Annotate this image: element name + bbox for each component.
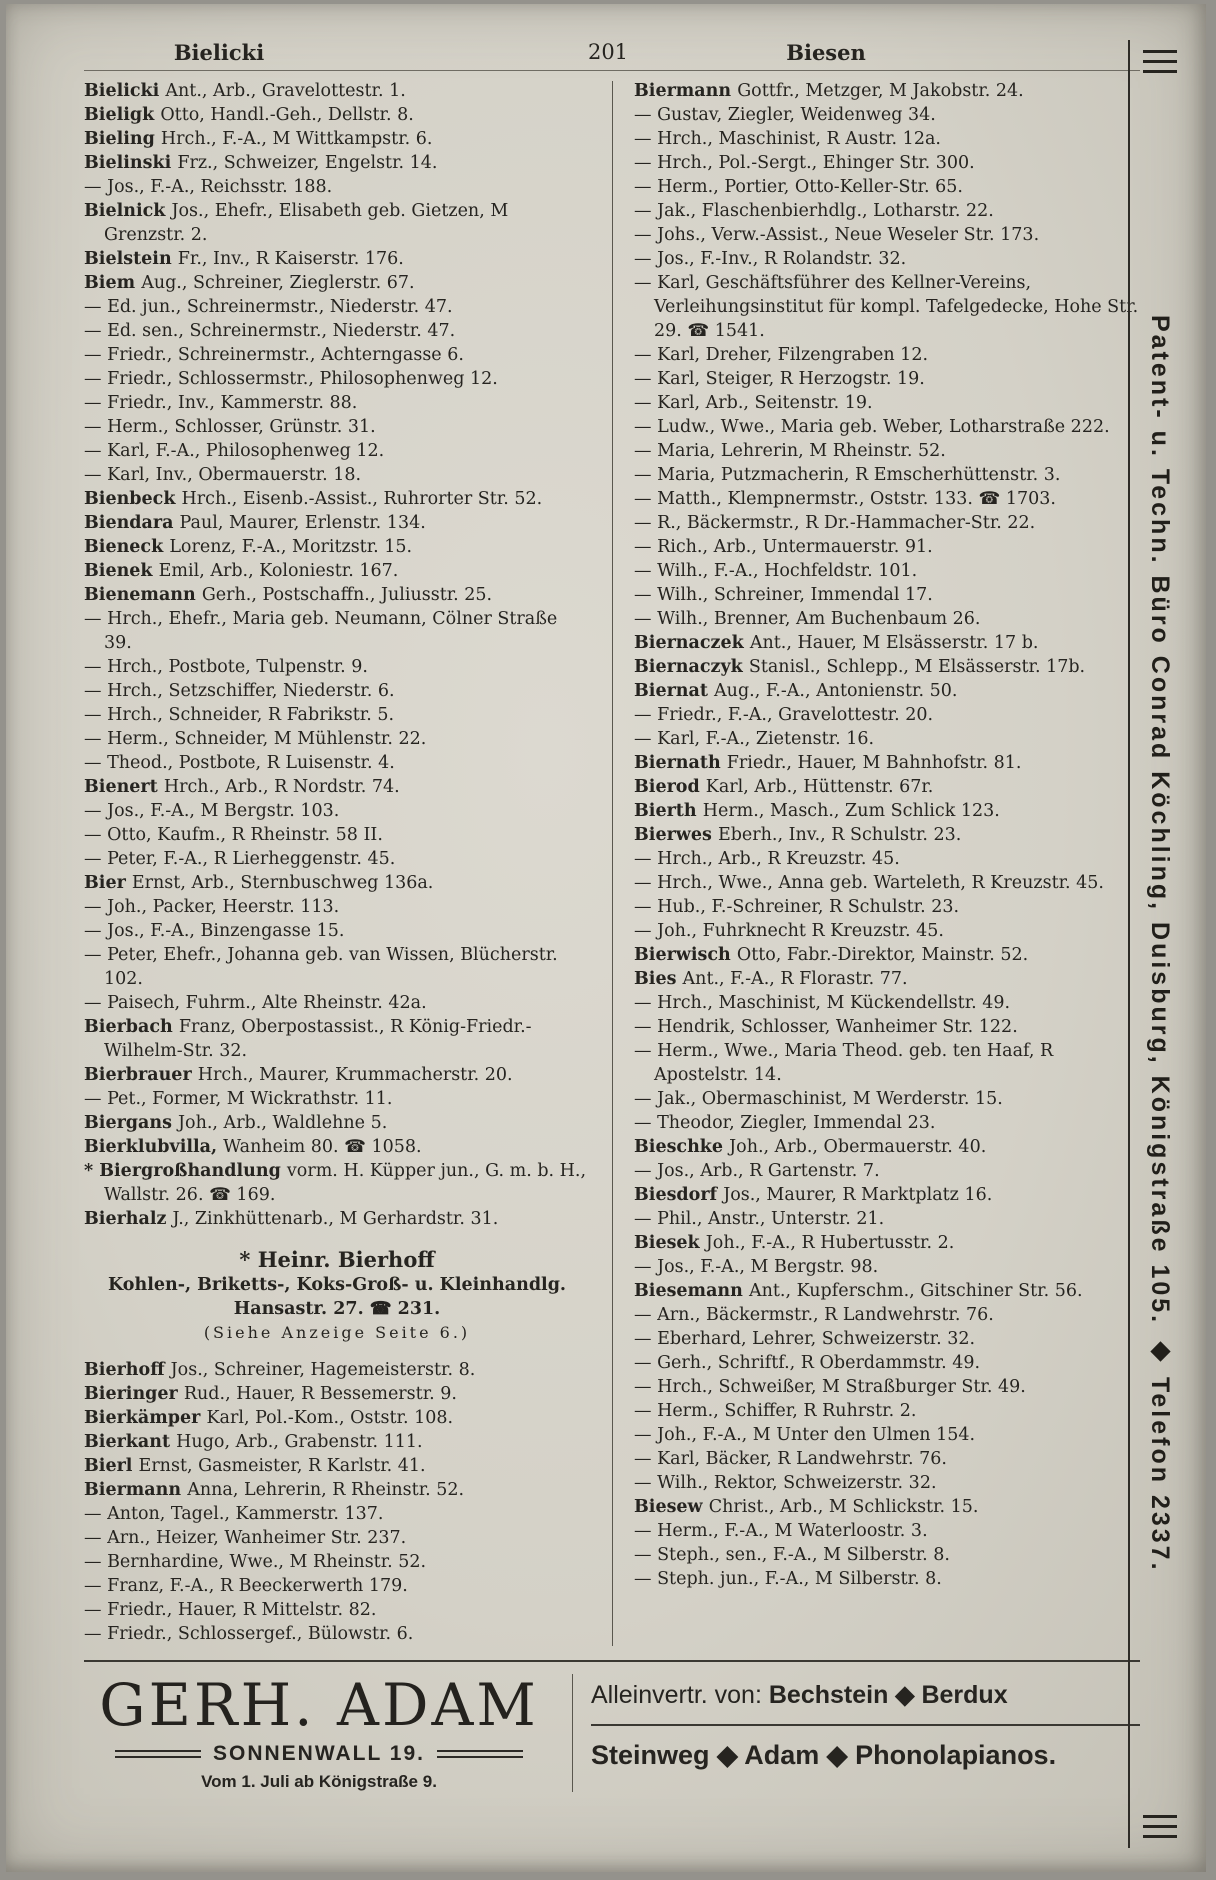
directory-entry: Bierklubvilla, Wanheim 80. ☎ 1058. [84,1137,422,1157]
double-rule-right [437,1750,523,1758]
double-rule-left [115,1750,201,1758]
directory-entry: — Herm., Portier, Otto-Keller-Str. 65. [634,177,963,197]
footer-ad-note: Vom 1. Juli ab Königstraße 9. [201,1772,437,1791]
directory-entry: Bienemann Gerh., Postschaffn., Juliusstr. 25. [84,585,493,605]
directory-entry: — Jos., F.-A., Reichsstr. 188. [84,177,333,197]
sidebar-top-rules [1143,50,1177,73]
directory-entry: Biermann Anna, Lehrerin, R Rheinstr. 52. [84,1480,465,1500]
directory-entry: — Gerh., Schriftf., R Oberdammstr. 49. [634,1353,981,1373]
directory-entry: — Rich., Arb., Untermauerstr. 91. [634,537,933,557]
directory-entry: — Hrch., Maschinist, M Kückendellstr. 49. [634,993,1011,1013]
entry-surname: Bieschke [634,1137,730,1157]
directory-column-left [84,79,590,1646]
directory-entry: — Theod., Postbote, R Luisenstr. 4. [84,753,395,773]
margin-ad-sidebar [1128,40,1190,1848]
directory-entry: — Jak., Obermaschinist, M Werderstr. 15. [634,1089,1003,1109]
directory-entry: — Joh., F.-A., M Unter den Ulmen 154. [634,1425,976,1445]
entry-surname: Biergans [84,1113,179,1133]
footer-ad-address-row [84,1742,554,1766]
directory-entry: Biesew Christ., Arb., M Schlickstr. 15. [634,1497,979,1517]
entry-surname: Biesemann [634,1281,749,1301]
running-head-last-entry: Biesen [786,40,866,65]
entry-surname: Bielinski [84,153,178,173]
directory-entry: Biernat Aug., F.-A., Antonienstr. 50. [634,681,958,701]
directory-entry: — Hrch., Pol.-Sergt., Ehinger Str. 300. [634,153,975,173]
directory-entry: Bieschke Joh., Arb., Obermauerstr. 40. [634,1137,987,1157]
page-number: 201 [587,40,629,64]
footer-ad-products: Steinweg ◆ Adam ◆ Phonolapianos. [591,1740,1057,1770]
inline-ad-bierhoff [84,1247,590,1344]
entry-surname: Bierwisch [634,945,737,965]
entry-surname: Bieligk [84,105,161,125]
directory-entry: — Ed. jun., Schreinermstr., Niederstr. 47. [84,297,453,317]
directory-entry: — Karl, F.-A., Philosophenweg 12. [84,441,385,461]
entry-surname: Biermann [84,1480,188,1500]
directory-columns [84,79,1140,1646]
directory-entry: — Steph. jun., F.-A., M Silberstr. 8. [634,1569,942,1589]
entry-surname: Bielnick [84,201,172,221]
directory-entry: — Joh., Packer, Heerstr. 113. [84,897,340,917]
entry-list-left-bottom [84,1358,590,1646]
directory-entry: — Otto, Kaufm., R Rheinstr. 58 II. [84,825,383,845]
directory-entry: — Arn., Heizer, Wanheimer Str. 237. [84,1528,407,1548]
directory-entry: Bierwisch Otto, Fabr.-Direktor, Mainstr. 52. [634,945,1029,965]
directory-entry: Bierl Ernst, Gasmeister, R Karlstr. 41. [84,1456,426,1476]
directory-entry: Biernath Friedr., Hauer, M Bahnhofstr. 81. [634,753,1022,773]
directory-entry: Bienek Emil, Arb., Koloniestr. 167. [84,561,399,581]
directory-entry: — Jos., F.-Inv., R Rolandstr. 32. [634,249,907,269]
directory-entry: — Steph., sen., F.-A., M Silberstr. 8. [634,1545,950,1565]
directory-entry: — Theodor, Ziegler, Immendal 23. [634,1113,936,1133]
directory-entry: — Hrch., Setzschiffer, Niederstr. 6. [84,681,395,701]
directory-entry: — Joh., Fuhrknecht R Kreuzstr. 45. [634,921,944,941]
directory-entry: — Friedr., Schreinermstr., Achterngasse 6. [84,345,464,365]
directory-entry: — Franz, F.-A., R Beeckerwerth 179. [84,1576,408,1596]
entry-surname: Bieling [84,129,161,149]
directory-entry: — Wilh., Schreiner, Immendal 17. [634,585,933,605]
footer-ad-left [84,1671,554,1792]
entry-surname: Bieneck [84,537,170,557]
footer-ad-divider-rule [572,1674,573,1792]
directory-entry: — Hrch., Maschinist, R Austr. 12a. [634,129,941,149]
entry-surname: Biernath [634,753,727,773]
entry-surname: Biermann [634,81,738,101]
entry-surname: Bienbeck [84,489,182,509]
directory-entry: — Johs., Verw.-Assist., Neue Weseler Str. 173. [634,225,1040,245]
directory-entry: — Karl, F.-A., Zietenstr. 16. [634,729,875,749]
directory-entry: Bielnick Jos., Ehefr., Elisabeth geb. Gietzen, M Grenzstr. 2. [84,201,509,245]
entry-surname: Biernaczek [634,633,750,653]
entry-surname: Biernat [634,681,715,701]
directory-entry: — Herm., Schiffer, R Ruhrstr. 2. [634,1401,917,1421]
running-head [84,40,1140,71]
directory-entry: — Jos., F.-A., M Bergstr. 103. [84,801,340,821]
directory-entry: — Peter, F.-A., R Lierheggenstr. 45. [84,849,396,869]
entry-surname: Bierod [634,777,706,797]
directory-entry: — Arn., Bäckermstr., R Landwehrstr. 76. [634,1305,994,1325]
directory-entry: Bierkant Hugo, Arb., Grabenstr. 111. [84,1432,423,1452]
directory-entry: — Karl, Bäcker, R Landwehrstr. 76. [634,1449,947,1469]
inline-ad-description: Kohlen-, Briketts-, Koks-Groß- u. Kleinhandlg. [107,1275,567,1295]
footer-ad-dealer-prefix: Alleinvertr. von: [591,1681,762,1709]
entry-surname: Bierth [634,801,703,821]
directory-entry: — Wilh., Rektor, Schweizerstr. 32. [634,1473,937,1493]
directory-entry: — R., Bäckermstr., R Dr.-Hammacher-Str. 22. [634,513,1036,533]
directory-entry: Bienbeck Hrch., Eisenb.-Assist., Ruhrorter Str. 52. [84,489,543,509]
entry-surname: Bierl [84,1456,139,1476]
directory-entry: Bies Ant., F.-A., R Florastr. 77. [634,969,908,989]
directory-entry: — Hrch., Arb., R Kreuzstr. 45. [634,849,900,869]
directory-entry: — Herm., Schlosser, Grünstr. 31. [84,417,376,437]
directory-entry: — Karl, Steiger, R Herzogstr. 19. [634,369,925,389]
directory-entry: Bierod Karl, Arb., Hüttenstr. 67r. [634,777,934,797]
directory-entry: Bieneck Lorenz, F.-A., Moritzstr. 15. [84,537,413,557]
entry-surname: Biernaczyk [634,657,749,677]
entry-surname: Biendara [84,513,180,533]
footer-ad-address: SONNENWALL 19. [213,1742,425,1765]
directory-entry: — Hrch., Schweißer, M Straßburger Str. 49. [634,1377,1026,1397]
directory-entry: — Jak., Flaschenbierhdlg., Lotharstr. 22. [634,201,994,221]
directory-entry: — Friedr., F.-A., Gravelottestr. 20. [634,705,934,725]
entry-surname: Bierwes [634,825,718,845]
entry-surname: Bielstein [84,249,178,269]
directory-entry: — Friedr., Hauer, R Mittelstr. 82. [84,1600,377,1620]
directory-entry: — Friedr., Schlossermstr., Philosophenweg 12. [84,369,498,389]
directory-entry: — Bernhardine, Wwe., M Rheinstr. 52. [84,1552,427,1572]
directory-entry: — Pet., Former, M Wickrathstr. 11. [84,1089,393,1109]
directory-entry: Bierth Herm., Masch., Zum Schlick 123. [634,801,1000,821]
inline-ad-reference: (Siehe Anzeige Seite 6.) [203,1323,471,1342]
directory-entry: — Friedr., Inv., Kammerstr. 88. [84,393,358,413]
entry-surname: Bierbach [84,1017,179,1037]
entry-surname: Bierhalz [84,1209,173,1229]
directory-entry: — Hrch., Wwe., Anna geb. Warteleth, R Kreuzstr. 45. [634,873,1104,893]
entry-surname: Biesek [634,1233,706,1253]
directory-entry: Biesemann Ant., Kupferschm., Gitschiner Str. 56. [634,1281,1083,1301]
directory-entry: Biernaczyk Stanisl., Schlepp., M Elsässerstr. 17b. [634,657,1086,677]
directory-entry: Biesdorf Jos., Maurer, R Marktplatz 16. [634,1185,993,1205]
entry-surname: * Biergroßhandlung [84,1161,287,1181]
entry-surname: Bies [634,969,683,989]
directory-entry: Bielicki Ant., Arb., Gravelottestr. 1. [84,81,406,101]
directory-entry: — Friedr., Schlossergef., Bülowstr. 6. [84,1624,414,1644]
directory-entry: — Paisech, Fuhrm., Alte Rheinstr. 42a. [84,993,427,1013]
directory-entry: — Herm., Wwe., Maria Theod. geb. ten Haaf, R Apostelstr. 14. [634,1041,1054,1085]
directory-entry: — Wilh., F.-A., Hochfeldstr. 101. [634,561,918,581]
directory-entry: Biendara Paul, Maurer, Erlenstr. 134. [84,513,426,533]
inline-ad-title: * Heinr. Bierhoff [239,1247,435,1272]
running-head-first-entry: Bielicki [173,40,265,65]
entry-surname: Bierklubvilla, [84,1137,224,1157]
directory-entry: — Hrch., Postbote, Tulpenstr. 9. [84,657,368,677]
directory-entry: — Gustav, Ziegler, Weidenweg 34. [634,105,936,125]
directory-entry: — Karl, Inv., Obermauerstr. 18. [84,465,362,485]
entry-surname: Biesdorf [634,1185,724,1205]
directory-entry: Bier Ernst, Arb., Sternbuschweg 136a. [84,873,434,893]
entry-surname: Bielicki [84,81,166,101]
page-content [84,40,1140,1792]
directory-entry: — Herm., F.-A., M Waterloostr. 3. [634,1521,928,1541]
directory-entry: — Wilh., Brenner, Am Buchenbaum 26. [634,609,981,629]
entry-list-right [634,79,1140,1591]
inline-ad-address: Hansastr. 27. ☎ 231. [233,1299,441,1319]
directory-entry: — Peter, Ehefr., Johanna geb. van Wissen, Blücherstr. 102. [84,945,558,989]
directory-entry: Bielstein Fr., Inv., R Kaiserstr. 176. [84,249,404,269]
entry-surname: Bierhoff [84,1360,171,1380]
entry-surname: Bier [84,873,132,893]
directory-entry: — Maria, Putzmacherin, R Emscherhüttenstr. 3. [634,465,1061,485]
directory-entry: Biermann Gottfr., Metzger, M Jakobstr. 24. [634,81,1024,101]
directory-entry: Bierhalz J., Zinkhüttenarb., M Gerhardstr. 31. [84,1209,499,1229]
entry-list-left-top [84,79,590,1231]
directory-entry: — Karl, Arb., Seitenstr. 19. [634,393,873,413]
directory-entry: — Karl, Geschäftsführer des Kellner-Vereins, Verleihungsinstitut für kompl. Tafelgedecke, Hohe Str. 29. ☎ 1541. [634,273,1139,341]
directory-entry: Biesek Joh., F.-A., R Hubertusstr. 2. [634,1233,955,1253]
directory-entry: — Ed. sen., Schreinermstr., Niederstr. 47. [84,321,456,341]
directory-entry: — Hrch., Schneider, R Fabrikstr. 5. [84,705,395,725]
directory-entry: Bielinski Frz., Schweizer, Engelstr. 14. [84,153,438,173]
directory-entry: — Jos., Arb., R Gartenstr. 7. [634,1161,880,1181]
entry-surname: Bieringer [84,1384,184,1404]
entry-surname: Biesew [634,1497,709,1517]
directory-entry: — Herm., Schneider, M Mühlenstr. 22. [84,729,427,749]
directory-entry: Bieligk Otto, Handl.-Geh., Dellstr. 8. [84,105,414,125]
footer-ad-company: GERH. ADAM [99,1671,539,1739]
entry-surname: Bienemann [84,585,202,605]
entry-surname: Bierkant [84,1432,177,1452]
directory-entry: Biem Aug., Schreiner, Zieglerstr. 67. [84,273,415,293]
directory-entry: — Hub., F.-Schreiner, R Schulstr. 23. [634,897,960,917]
sidebar-vertical-ad-text: Patent- u. Techn. Büro Conrad Köchling, Duisburg, Königstraße 105. ◆ Telefon 2337. [1146,315,1174,1573]
directory-entry: — Hendrik, Schlosser, Wanheimer Str. 122. [634,1017,1018,1037]
entry-surname: Bienert [84,777,164,797]
footer-ad [84,1662,1140,1792]
directory-entry: — Hrch., Ehefr., Maria geb. Neumann, Cölner Straße 39. [84,609,558,653]
directory-entry: Bienert Hrch., Arb., R Nordstr. 74. [84,777,400,797]
directory-entry: Bierhoff Jos., Schreiner, Hagemeisterstr. 8. [84,1360,476,1380]
entry-surname: Bienek [84,561,159,581]
column-divider-rule [612,81,613,1646]
directory-entry: — Karl, Dreher, Filzengraben 12. [634,345,929,365]
directory-entry: Bieringer Rud., Hauer, R Bessemerstr. 9. [84,1384,457,1404]
footer-ad-right [591,1674,1140,1792]
directory-entry: — Maria, Lehrerin, M Rheinstr. 52. [634,441,946,461]
directory-entry: Bierbach Franz, Oberpostassist., R König-Friedr.-Wilhelm-Str. 32. [84,1017,532,1061]
directory-entry: Bierkämper Karl, Pol.-Kom., Oststr. 108. [84,1408,454,1428]
directory-entry: — Eberhard, Lehrer, Schweizerstr. 32. [634,1329,976,1349]
entry-surname: Bierbrauer [84,1065,198,1085]
directory-entry: * Biergroßhandlung vorm. H. Küpper jun., G. m. b. H., Wallstr. 26. ☎ 169. [84,1161,587,1205]
directory-entry: Bierwes Eberh., Inv., R Schulstr. 23. [634,825,962,845]
sidebar-bottom-rules [1143,1815,1177,1838]
paper-page [6,4,1206,1872]
entry-surname: Bierkämper [84,1408,207,1428]
footer-ad-dealer-line [591,1680,1140,1710]
footer-ad-dealer-brands: Bechstein ◆ Berdux [768,1681,1008,1709]
directory-entry: Bierbrauer Hrch., Maurer, Krummacherstr. 20. [84,1065,513,1085]
directory-entry: Bieling Hrch., F.-A., M Wittkampstr. 6. [84,129,433,149]
directory-entry: — Ludw., Wwe., Maria geb. Weber, Lotharstraße 222. [634,417,1110,437]
directory-entry: — Jos., F.-A., Binzengasse 15. [84,921,345,941]
directory-entry: Biernaczek Ant., Hauer, M Elsässerstr. 17 b. [634,633,1039,653]
directory-entry: — Matth., Klempnermstr., Oststr. 133. ☎ 1703. [634,489,1056,509]
directory-entry: Biergans Joh., Arb., Waldlehne 5. [84,1113,388,1133]
directory-entry: — Anton, Tagel., Kammerstr. 137. [84,1504,384,1524]
directory-entry: — Phil., Anstr., Unterstr. 21. [634,1209,885,1229]
entry-surname: Biem [84,273,142,293]
footer-ad-rule [591,1724,1140,1726]
directory-entry: — Jos., F.-A., M Bergstr. 98. [634,1257,879,1277]
directory-column-right [634,79,1140,1646]
